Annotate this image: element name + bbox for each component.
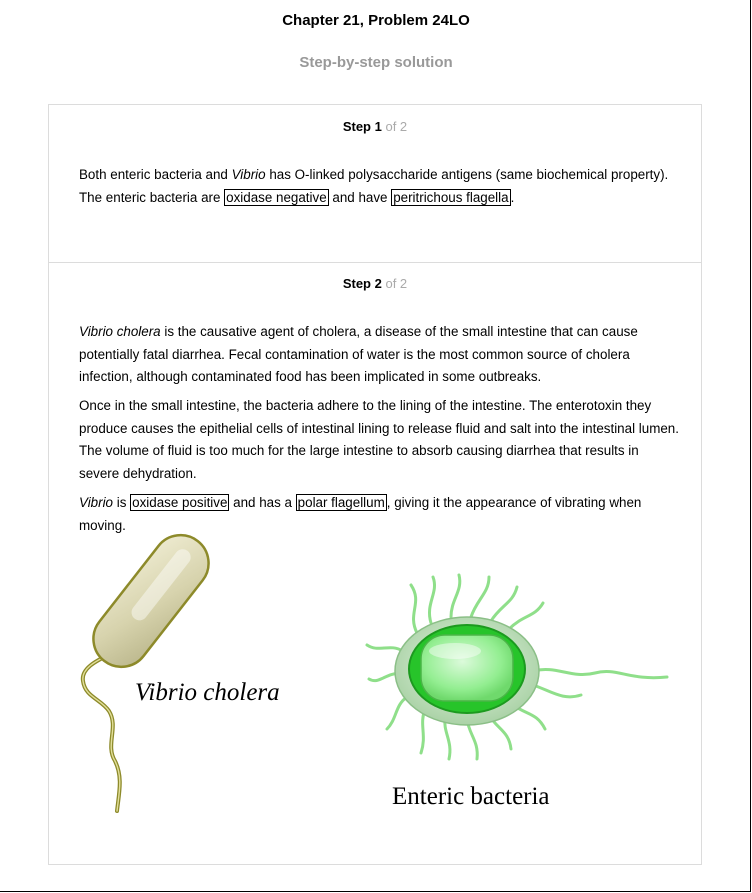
step-2-paragraph-3 [79, 492, 679, 537]
highlight-oxidase-negative: oxidase negative [226, 189, 327, 205]
text: and have [328, 189, 392, 205]
highlight-polar-flagellum: polar flagellum [297, 495, 385, 510]
text: is the causative agent of cholera, a disease of the small intestine that can cause potentially fatal diarrhea. Fecal contamination of water is the most common source of cholera infection, although contaminated food has been implicated in some outbreaks. [79, 324, 638, 384]
step-2-paragraph-2: Once in the small intestine, the bacteria adhere to the lining of the intestine. The enterotoxin they produce causes the epithelial cells of intestinal lining to release fluid and salt into the intestinal lumen. The volume of fluid is too much for the large intestine to absorb causing diarrhea that results in severe dehydration. [79, 398, 679, 481]
enteric-caption: Enteric bacteria [392, 783, 550, 810]
step-2-count: of 2 [385, 276, 408, 291]
page-subtitle: Step-by-step solution [299, 54, 453, 71]
text: , giving it the appearance of vibrating when moving. [79, 495, 642, 533]
vibrio-flagellum [83, 654, 120, 811]
vibrio-caption: Vibrio cholera [135, 679, 280, 706]
enteric-illustration [367, 573, 673, 773]
step-1-label: Step 1 [342, 119, 382, 134]
text: and has a [229, 495, 296, 510]
italic-term: Vibrio cholera [79, 324, 161, 339]
solution-card [48, 104, 702, 865]
highlight-peritrichous-flagella: peritrichous flagella [393, 189, 509, 205]
page-title: Chapter 21, Problem 24LO [282, 12, 470, 29]
italic-term: Vibrio [79, 495, 113, 510]
step-2-paragraph-1 [79, 321, 679, 389]
italic-term: Vibrio [231, 167, 266, 182]
text: is [113, 495, 131, 510]
step-2-label: Step 2 [342, 276, 382, 291]
text: has O-linked polysaccharide antigens (same biochemical property). The enteric bacteria are [79, 167, 669, 205]
text: . [510, 189, 515, 205]
step-1-header [49, 119, 701, 134]
highlight-oxidase-positive: oxidase positive [132, 495, 228, 510]
step-1-paragraph [79, 164, 679, 209]
step-divider [49, 262, 701, 263]
step-1-count: of 2 [385, 119, 408, 134]
text: Both enteric bacteria and [79, 167, 232, 182]
step-2-header [49, 276, 701, 291]
